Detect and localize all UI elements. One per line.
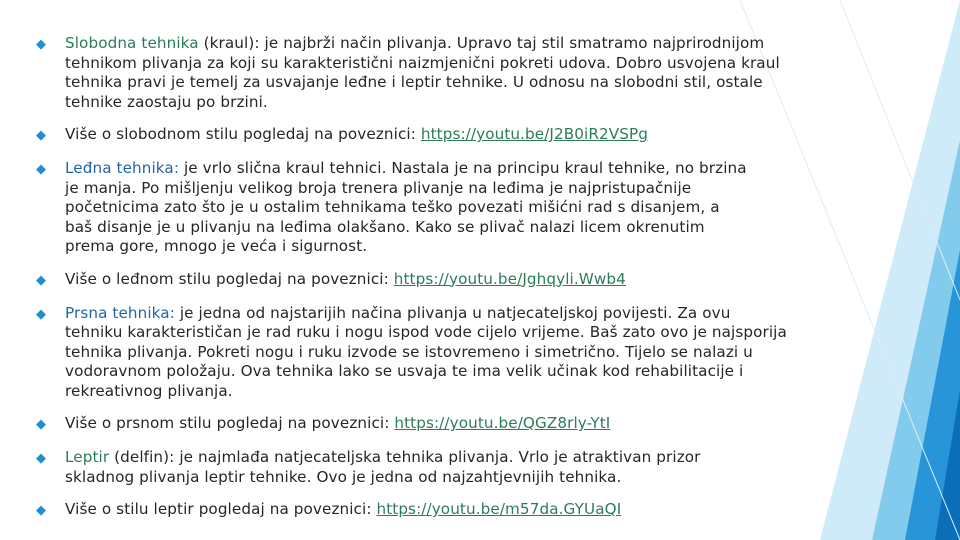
list-item	[36, 125, 796, 146]
list-item	[36, 414, 796, 435]
list-item	[36, 34, 796, 112]
list-item	[36, 270, 796, 291]
term-label: Slobodna tehnika	[65, 34, 199, 52]
item-text	[65, 159, 750, 257]
item-body: Više o slobodnom stilu pogledaj na poveznici:	[65, 125, 421, 143]
list-item	[36, 500, 796, 521]
diamond-bullet-icon: ◆	[36, 451, 46, 466]
item-body: je vrlo slična kraul tehnici. Nastala je na principu kraul tehnike, no brzina je manja. Po mišljenju velikog broja trenera plivanje na leđima je najpristupačnije početnicima zato što je u ostalim tehnikama teško povezati mišićni rad s disanjem, a baš disanje je u plivanju na leđima olakšano. Kako se plivač nalazi licem okrenutim prema gore, mnogo je veća i sigurnost.	[65, 159, 747, 255]
video-link[interactable]: https://youtu.be/Jghqyli.Wwb4	[393, 269, 626, 288]
item-text	[65, 448, 765, 487]
diamond-bullet-icon: ◆	[36, 306, 46, 322]
item-body: je jedna od najstarijih načina plivanja u natjecateljskoj povijesti. Za ovu tehniku karakterističan je rad ruku i nogu ispod vode cijelo vrijeme. Baš zato ovo je najsporija tehnika plivanja. Pokreti nogu i ruku izvode se istovremeno i simetrično. Tijelo se nalazi u vodoravnom položaju. Ova tehnika lako se usvaja te ima velik učinak kod rehabilitacije i rekreativnog plivanja.	[65, 303, 787, 400]
item-text	[65, 34, 795, 112]
item-text	[65, 414, 610, 434]
item-text	[65, 500, 621, 520]
term-label: Prsna tehnika:	[65, 303, 175, 322]
item-text	[65, 304, 790, 402]
item-body: (delfin): je najmlađa natjecateljska tehnika plivanja. Vrlo je atraktivan prizor skladnog plivanja leptir tehnike. Ovo je jedna od najzahtjevnijih tehnika.	[65, 448, 701, 486]
item-body: Više o prsnom stilu pogledaj na poveznici:	[65, 414, 395, 432]
term-label: Leđna tehnika:	[65, 159, 180, 177]
term-label: Leptir	[65, 448, 110, 466]
diamond-bullet-icon: ◆	[36, 417, 46, 432]
video-link[interactable]: https://youtu.be/m57da.GYUaQI	[376, 500, 622, 518]
list-item	[36, 159, 796, 257]
video-link[interactable]: https://youtu.be/J2B0iR2VSPg	[420, 125, 649, 143]
diamond-bullet-icon: ◆	[36, 272, 46, 288]
list-item	[36, 448, 796, 487]
video-link[interactable]: https://youtu.be/QGZ8rly-YtI	[394, 414, 611, 432]
item-body: Više o stilu leptir pogledaj na poveznici:	[65, 500, 377, 518]
item-text	[65, 125, 648, 145]
item-body: Više o leđnom stilu pogledaj na poveznici:	[65, 269, 394, 288]
diamond-bullet-icon: ◆	[36, 128, 46, 143]
diamond-bullet-icon: ◆	[36, 37, 46, 52]
item-body: (kraul): je najbrži način plivanja. Upravo taj stil smatramo najprirodnijom tehnikom plivanja za koji su karakteristični naizmjenični pokreti udova. Dobro usvojena kraul tehnika pravi je temelj za usvajanje leđne i leptir tehnike. U odnosu na slobodni stil, ostale tehnike zaostaju po brzini.	[65, 34, 780, 111]
item-text	[65, 270, 626, 290]
slide-content	[36, 34, 796, 534]
list-item	[36, 304, 796, 402]
diamond-bullet-icon: ◆	[36, 503, 46, 518]
diamond-bullet-icon: ◆	[36, 162, 46, 177]
